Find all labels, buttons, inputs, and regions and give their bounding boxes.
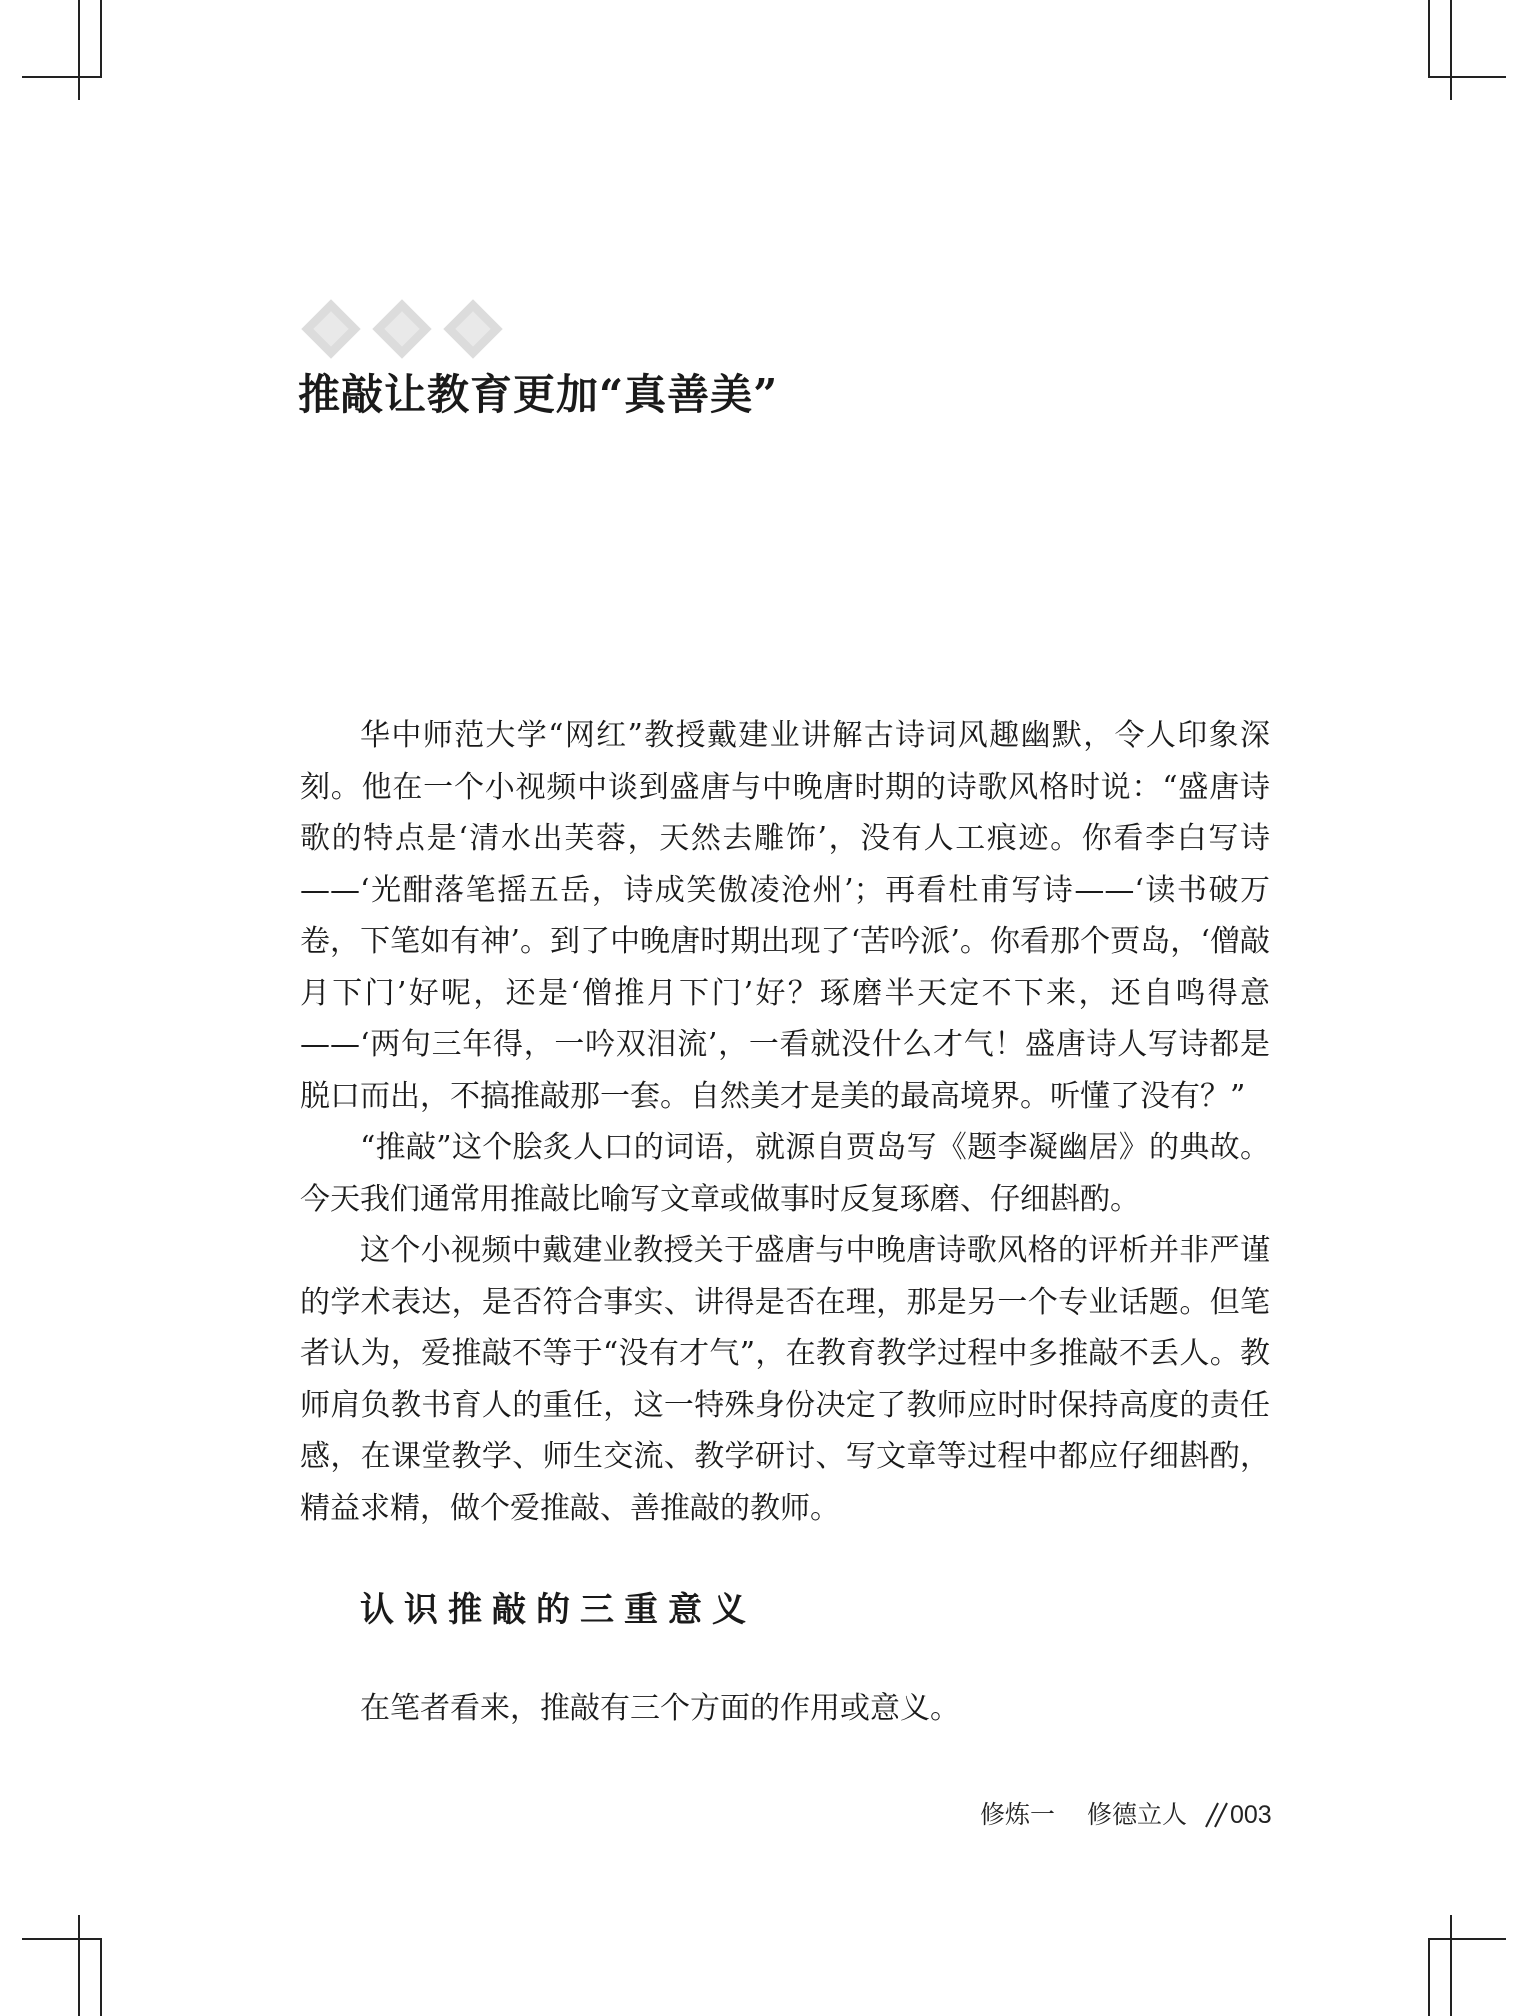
page-title: 推敲让教育更加“真善美” bbox=[298, 370, 779, 419]
diamond-icon bbox=[372, 299, 431, 358]
page-footer bbox=[980, 1795, 1270, 1835]
diamond-icon bbox=[301, 299, 360, 358]
footer-chapter: 修德立人 bbox=[1087, 1801, 1188, 1829]
paragraph: “推敲”这个脍炙人口的词语，就源自贾岛写《题李凝幽居》的典故。今天我们通常用推敲比喻写文章或做事时反复琢磨、仔细斟酌。 bbox=[300, 1130, 1270, 1217]
article-body bbox=[300, 710, 1270, 1534]
page-number: 003 bbox=[1230, 1801, 1272, 1829]
crop-mark-top-right-v1 bbox=[1428, 0, 1430, 78]
footer-series: 修炼一 bbox=[980, 1801, 1056, 1829]
double-slash-icon bbox=[1202, 1801, 1232, 1829]
paragraph: 这个小视频中戴建业教授关于盛唐与中晚唐诗歌风格的评析并非严谨的学术表达，是否符合事实、讲得是否在理，那是另一个专业话题。但笔者认为，爱推敲不等于“没有才气”，在教育教学过程中多推敲不丢人。教师肩负教书育人的重任，这一特殊身份决定了教师应时时保持高度的责任感，在课堂教学、师生交流、教学研讨、写文章等过程中都应仔细斟酌，精益求精，做个爱推敲、善推敲的教师。 bbox=[300, 1233, 1270, 1526]
crop-mark-bottom-left-h bbox=[22, 1938, 100, 1940]
section-title: 认识推敲的三重意义 bbox=[360, 1590, 756, 1630]
crop-mark-top-left-v1 bbox=[78, 0, 80, 100]
paragraph: 华中师范大学“网红”教授戴建业讲解古诗词风趣幽默，令人印象深刻。他在一个小视频中谈到盛唐与中晚唐时期的诗歌风格时说：“盛唐诗歌的特点是‘清水出芙蓉，天然去雕饰’，没有人工痕迹。你看李白写诗——‘光酣落笔摇五岳，诗成笑傲凌沧州’；再看杜甫写诗——‘读书破万卷，下笔如有神’。到了中晚唐时期出现了‘苦吟派’。你看那个贾岛，‘僧敲月下门’好呢，还是‘僧推月下门’好？琢磨半天定不下来，还自鸣得意——‘两句三年得，一吟双泪流’，一看就没什么才气！盛唐诗人写诗都是脱口而出，不搞推敲那一套。自然美才是美的最高境界。听懂了没有？” bbox=[300, 718, 1270, 1114]
title-ornament bbox=[300, 300, 520, 360]
crop-mark-bottom-right-v1 bbox=[1428, 1938, 1430, 2016]
diamond-icon bbox=[443, 299, 502, 358]
crop-mark-top-left-v2 bbox=[100, 0, 102, 78]
crop-mark-top-right-v2 bbox=[1450, 0, 1452, 100]
crop-mark-bottom-left-v1 bbox=[78, 1915, 80, 2016]
crop-mark-top-right-h bbox=[1428, 76, 1506, 78]
crop-mark-bottom-right-h bbox=[1428, 1938, 1506, 1940]
section-paragraph: 在笔者看来，推敲有三个方面的作用或意义。 bbox=[360, 1691, 960, 1726]
crop-mark-top-left-h bbox=[22, 76, 100, 78]
crop-mark-bottom-left-v2 bbox=[100, 1938, 102, 2016]
crop-mark-bottom-right-v2 bbox=[1450, 1915, 1452, 2016]
